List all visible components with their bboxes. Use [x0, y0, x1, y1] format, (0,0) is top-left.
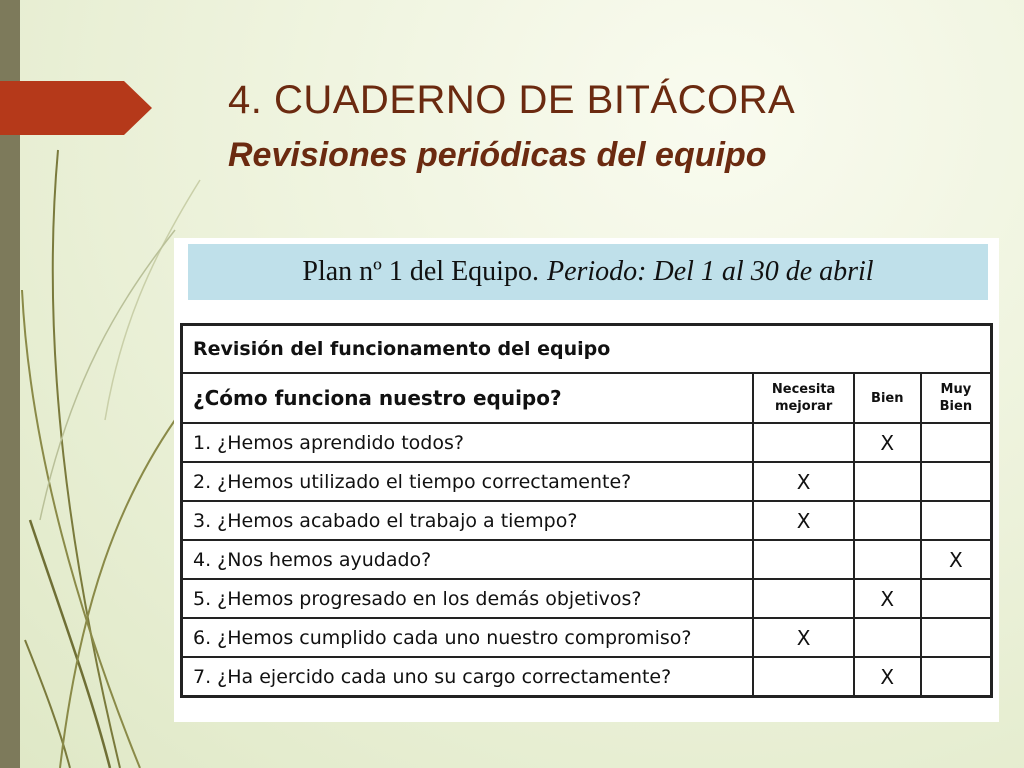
mark-cell: [921, 579, 992, 618]
question-header: ¿Cómo funciona nuestro equipo?: [182, 373, 754, 423]
question-cell: 4. ¿Nos hemos ayudado?: [182, 540, 754, 579]
table-row: [182, 501, 992, 540]
mark-cell: [753, 423, 853, 462]
table-row: [182, 579, 992, 618]
question-cell: 5. ¿Hemos progresado en los demás objetivos?: [182, 579, 754, 618]
question-cell: 1. ¿Hemos aprendido todos?: [182, 423, 754, 462]
mark-cell: [854, 618, 921, 657]
mark-cell: [854, 462, 921, 501]
table-header-row: [182, 373, 992, 423]
table-row: [182, 423, 992, 462]
mark-cell: X: [854, 657, 921, 697]
mark-cell: X: [921, 540, 992, 579]
review-table: [180, 323, 993, 698]
mark-cell: X: [753, 501, 853, 540]
table-row: [182, 540, 992, 579]
section-title: Revisión del funcionamento del equipo: [182, 325, 992, 374]
question-cell: 2. ¿Hemos utilizado el tiempo correctamente?: [182, 462, 754, 501]
mark-cell: [921, 657, 992, 697]
review-sheet: [174, 238, 999, 722]
mark-cell: [921, 423, 992, 462]
slide-subtitle: Revisiones periódicas del equipo: [228, 136, 767, 174]
column-header-bien: Bien: [854, 373, 921, 423]
mark-cell: [854, 501, 921, 540]
mark-cell: X: [753, 618, 853, 657]
table-row: [182, 618, 992, 657]
question-cell: 7. ¿Ha ejercido cada uno su cargo correctamente?: [182, 657, 754, 697]
table-section-row: [182, 325, 992, 374]
title-arrow-icon: [0, 81, 152, 135]
mark-cell: [753, 540, 853, 579]
plan-label: Plan nº 1 del Equipo.: [302, 256, 539, 287]
mark-cell: [921, 501, 992, 540]
mark-cell: [753, 579, 853, 618]
table-row: [182, 462, 992, 501]
table-row: [182, 657, 992, 697]
mark-cell: X: [753, 462, 853, 501]
plan-period: Periodo: Del 1 al 30 de abril: [546, 256, 874, 287]
column-header-muy-bien: Muy Bien: [921, 373, 992, 423]
mark-cell: [854, 540, 921, 579]
mark-cell: X: [854, 423, 921, 462]
column-header-necesita-mejorar: Necesita mejorar: [753, 373, 853, 423]
mark-cell: X: [854, 579, 921, 618]
question-cell: 6. ¿Hemos cumplido cada uno nuestro compromiso?: [182, 618, 754, 657]
mark-cell: [921, 462, 992, 501]
mark-cell: [753, 657, 853, 697]
plan-banner: [188, 244, 988, 300]
question-cell: 3. ¿Hemos acabado el trabajo a tiempo?: [182, 501, 754, 540]
slide-title: 4. CUADERNO DE BITÁCORA: [228, 78, 796, 122]
mark-cell: [921, 618, 992, 657]
